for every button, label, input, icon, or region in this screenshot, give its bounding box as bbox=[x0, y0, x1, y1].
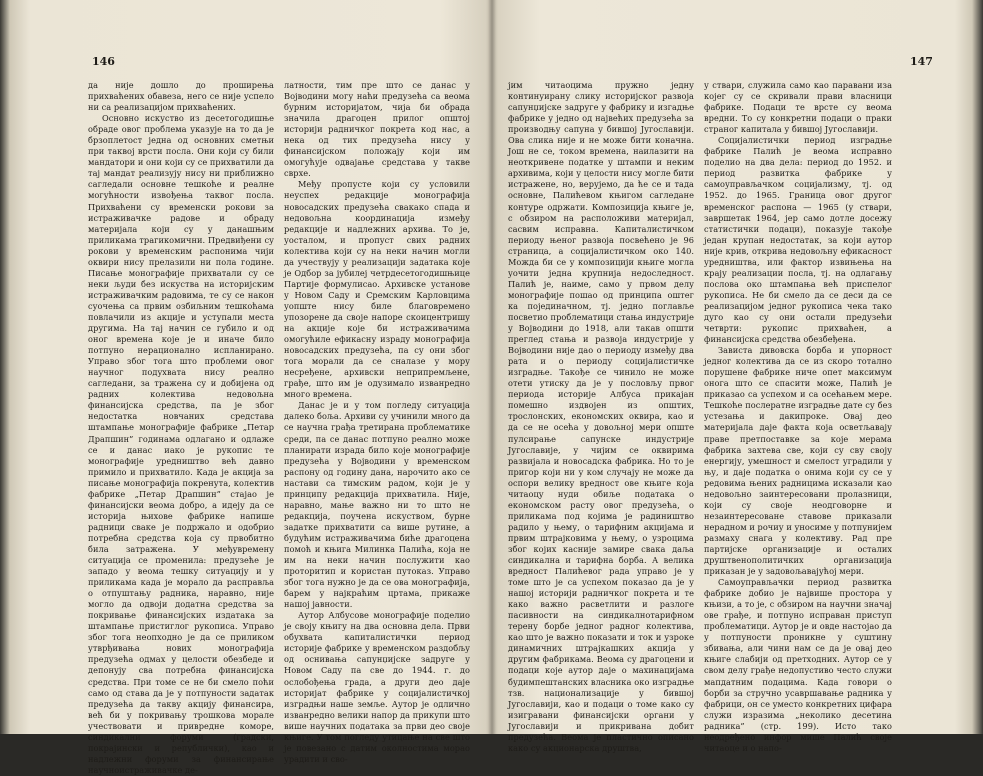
paragraph: у ствари, служила само као паравани иза којег су се скривали прави власници фабрике. Подаци те врсте су веома вредни. То су конкретни подаци о праки страног капитала у бившој Југославији. bbox=[704, 80, 892, 135]
text-column bbox=[704, 80, 892, 753]
paragraph: Данас је и у том погледу ситуација далеко боља. Архиви су учинили много да се научна грађа третирана проблематике среди, па се данас потпуно реално може планирати израда било које монографије предузећа у Војводини у временском распону од годину дана, нарочито ако се настави са тимским радом, који је у принципу редакција прихватила. Није, наравно, мање важно ни то што не редакција, поучена искуством, бурне задатке прихватити са више рутине, а будућим истраживачима биће драгоцена помоћ и књига Милинка Палића, која не им на неки начин послужити као проторитип и користан путоказ. Управо због тога нужно је да се ова монографија, барем у најкраћим цртама, прикаже нашој јавности. bbox=[284, 400, 470, 610]
paragraph: Социјалистички период изградње фабрике Палић је веома исправно поделио на два дела: период до 1952. и период развитка фабрике у самоуправљачком социјализму, тј. од 1952. до 1965. Граница овог другог временског распона — 1965 (у ствари, завршетак 1964, јер само дотле досежу статистички подаци), показује такође један крупан недостатак, за који аутор није крив, откривa недовољну ефикасност уредништва, или фактор извињења на крају реализации посла, тј. на одлагању послова око штампања већ приспелог рукописа. Не би смело да се деси да се реализацијом једног рукописа чека тако дуго као су они остали предузећи четврти: рукопис прихваћен, а финансијска средства обезбеђена. bbox=[704, 135, 892, 345]
text-column bbox=[508, 80, 694, 753]
paragraph: Аутор Албусове монографије поделио је своју књигу на два основна дела. Први обухвата капиталистички период историје фабрике у временском раздобљу од оснивања сапунџијске задруге у Новом Саду па све до 1944. г. до ослобођења града, а други део даје историјат фабрике у социјалистичкој изградњи наше земље. Аутор је одлично изванредно велики напор да прикупи што више научних података за први део своје књиге. У том погледу утицање на све што је повезано с датим околностима мораo урадити и сво- bbox=[284, 610, 470, 764]
paragraph: латности, тим пре што се данас у Војводини могу наћи предузећа са веома бурним историјатом, чија би обрада значила драгоцен прилог општој историји радничког покрета код нас, а нека од тих предузећа нису у финансијском положају који им омогућује одвајање средстава у такве сврхе. bbox=[284, 80, 470, 179]
paragraph: Самоуправљачки период развитка фабрике добио је највише простора у књизи, а то је, с обзиром на научни значај ове грађе, и потпуно исправан приступ проблематици. Аутор је и овде настојао да у потпуности проникне у суштину збивања, али чини нам се да је овај део књиге слабији од претходних. Аутор се у свом делу грађе недопустиво често служи мапдатним подацима. Када говори о борби за стручно усавршавање радника у фабрици, он се уместо конкретних цифара служи изразима „неколико десетина радника” (стр. 199). Исто тако неодређено инфор мише Палић своје читаоце и о напо- bbox=[704, 577, 892, 753]
paragraph: Зависта дивовска борба и упорност једног колектива да се из скоро тотално порушене фабрике ниче опет максимум онога што се спасити може, Палић је приказао са успехом и са осећањем мере. Тешкоће послератне изградње дате су без устезања и дакипроке. Овај део материјала даје факта која осветљавају праве претпоставке за које мерама фабрика захтева све, који су сву своју енергију, умешност и смелост уградили у њу, и даје податка о онима који су се у редовима њених радницима исказали као недовољно заинтересовани пролазници, који су своје неодговорне и незаинтересоване ставове приказали нерадном и рочиу и уносиме у потпуниjeм размаху снага у колективу. Рад пре партијске организације и осталих друштвенополитичких организација приказан је у задовољавајућој мери. bbox=[704, 345, 892, 577]
page-number: 147 bbox=[910, 55, 933, 68]
text-column bbox=[284, 80, 470, 764]
paragraph: јим читаоцима пружно једну континуирану слику историјског развоја сапунџијске задруге у фабрику и изгадње фабрике у једно од највећих предузећа за производњу сапуна у бившој Југославији. Ова слика није и не може бити коначна. Још не се, током времена, наилазити на неоткривене податке у штампи и неким архивима, који у целости нису могле бити истражене, но, верујемо, да ће се и тада основне, Палићевом књигом сагледане контуре одржати. Композиција књиге је, с обзиром на расположиви материјал, сасвим исправна. Капиталистичком периоду њеног развоја посвећено је 96 страница, а социјалистичком око 140. Можда би се у композицији књиге могла уочити једна крупнија недоследност. Палић је, наиме, само у првом делу монографије пошао од принципа оштег ка појединачном, тј. једно поглавље посветио проблематици стања индустрије у Војводини до 1918, али такав општи преглед стања и развоја индустрије у Војводини није дао о периоду између два рата и о периоду социјалистичке изградње. Такође се чинило не може отети утиску да је у пословљу првог периода историје Албуса прикаjан помешно издвојен из општих, трослонских, економских оквира, као и да се не осећа у довољној мери опште пулсирање сапунске индустрије Југославије, у чијим се оквирима развијала и новосадска фабрика. Но то је пригoр који ни у ком случају не може да оспори велику вредност ове књиге која читаоцу нуди обиље података о економском расту овог предузећа, о приликама под којима је радиништво радило у њему, о тарифним акцијама и првим штрајковима у њему, о узроцима због којих касније замире свака даља синдикална и тарифна борба. А велика вредност Палићевог рада управо је у томе што је са успехом показао да је у нашој историји радничког покрета и те како важно расветлити и разлоге пасивности на синдикалнотарифном терену борбе једног радног колектива, као што је важно показати и ток и узроке динамичних штрајкашких акција у другим фабрикама. Веома су драгоцени и подаци које аутор даје о махинацијама будимпештанских власника око изградње тзв. национализације у бившој Југославији, као и подаци о томе како су изигравани финансијски органи у Југославији и прикривана добит предузећа. Веома је пластично описано како су акционарска друштва, bbox=[508, 80, 694, 753]
page-number: 146 bbox=[92, 55, 115, 68]
paragraph: да није дошло до проширења прихваћених обавеза, него се није успело ни са реализацијом прихваћених. bbox=[88, 80, 274, 113]
paragraph: Међу пропусте који су условили неуспех редакције монографија новосадских предузећа свакако спада и недовољна координација између редакције и надлежних архива. То је, уосталом, и пропуст свих радних колектива који су на неки начин могли да учествују у реализацији задатака које је Одбор за јубилеј четрдесетогодишњице Партије формулисао. Архивске установе у Новом Саду и Сремским Карловцима уопште нису биле благовремено упозорене да своје напоре скоицентришу на акције које би истраживачима омогућиле ефикасну израду монографија новосадских предузећа, па су они због тога морали да се снaлазе у мору несређене, архивски неприпремљене, грађе, што им је одузимало изванредно много времена. bbox=[284, 179, 470, 400]
text-column bbox=[88, 80, 275, 775]
left-page bbox=[0, 0, 492, 775]
paragraph: Основно искуство из десетогодишње обраде овог проблема указује на то да је брзоплетост једна од основних сметњи при таквој врсти посла. Они који су били мандатори и они који су се прихватили да тај мандат реализују нису ни приближно сагледали основне тешкоће и реалне могућности извођења таквог посла. Прихваћени су временски рокови за истраживачке радове и обраду материјала који су у данашњим приликама трагикомични. Предвиђени су рокови у временским распонима чији оквири нису прелазили ни пола године. Писање монографије прихватали су се неки људи без искуства на историјским истраживачким радовима, те су се након суочења са првим озбиљним тешкоћама повлачили из акције и уступали места другима. На тај начин се губило и од оног времена које је и иначе било потпуно нерационално испланирано. Управо због тога што проблеми овог научног подухвата нису реално сагледани, за тражена су и добијена од радних колектива недовољна финансијска средства, па је због недостатка новчаних средстава штампање монографије фабрике „Петар Драпшин” годинама одлагано и одлаже се и данас иако је рукопис те монографије уредништво већ давно примило и прихватило. Када је акција за писање монографија покренута, колектив фабрике „Петар Драпшин” стајао је финансијски веома добро, а идеју да се историја њихове фабрике напише радници свакe је подржало и одобрио потребна средства која су првобитно била затражена. У међувремену ситуација се променила: предузеће је западо у веома тешку ситуацију и у приликама када је морало да распрaвља о отпуштању радника, наравно, није могло да одвоји додатна средства за покривање финансијских издатака за штампање пристиглог рукописа. Управо због тога неопходно је да се приликом утврђивања нових монографија предузећа одмах у целости обезбеде и депонују сва потребна финансијска средства. При томе се не би смело поћи само од става да је у потпуности задатак предузећа да такву акцију финансира, већ би у покривању трошкова морале учествовати и привредне коморе, синдикални форуми (градски, покрајински и републички), као и надлежни форуми за финансирање научноистраживачке де- bbox=[88, 113, 275, 775]
right-page bbox=[492, 0, 983, 753]
